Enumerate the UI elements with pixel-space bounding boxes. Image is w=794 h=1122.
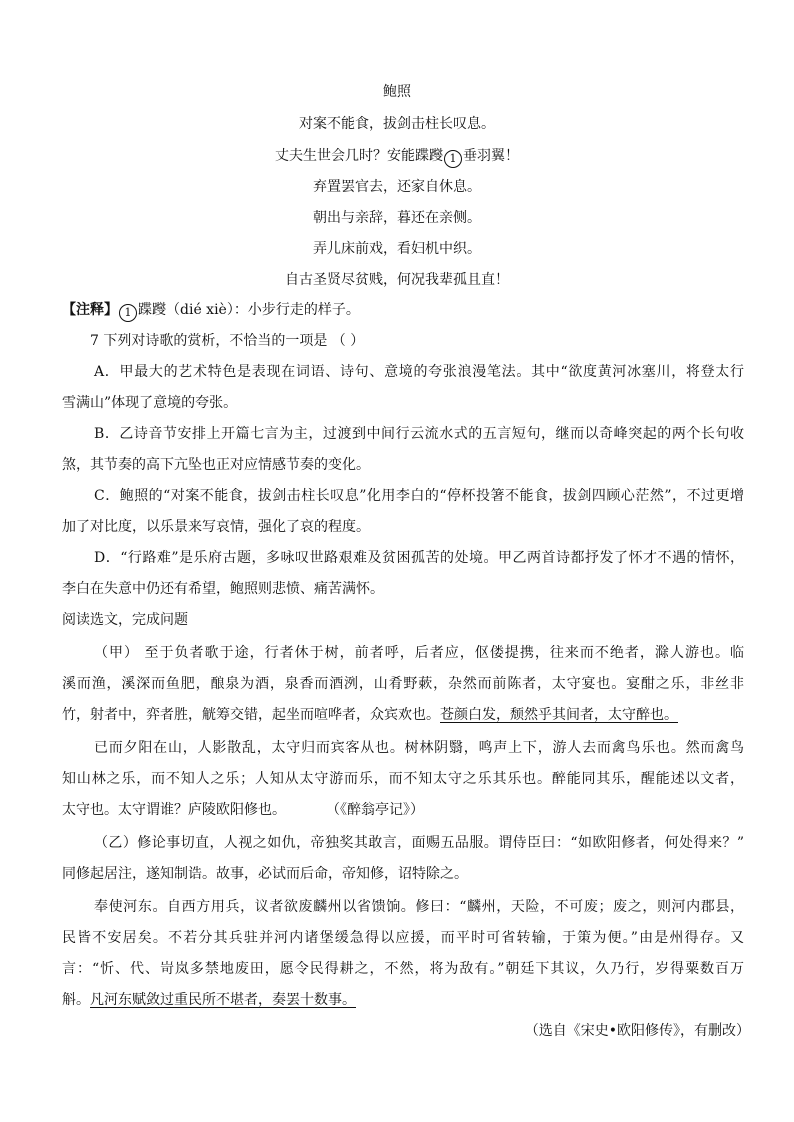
poem-line-4: 朝出与亲辞，暮还在亲侧。 bbox=[313, 210, 481, 226]
poem-line-6: 自古圣贤尽贫贱，何况我辈孤且直！ bbox=[285, 272, 509, 288]
poem-line-5: 弄儿床前戏，看妇机中织。 bbox=[313, 241, 481, 257]
annotation bbox=[62, 300, 360, 322]
jia-line-1: （甲） 至于负者歌于途，行者休于树，前者呼，后者应，伛偻提携，往来而不绝者，滁人游也。临 bbox=[94, 645, 744, 661]
option-d-line-1: D．“行路难”是乐府古题，多咏叹世路艰难及贫困孤苦的处境。甲乙两首诗都抒发了怀才不遇的情怀， bbox=[94, 550, 744, 566]
poem-line-2-part2: 垂羽翼！ bbox=[463, 148, 519, 164]
poem-line-2-part1: 丈夫生世会几时？安能蹀躞 bbox=[275, 148, 443, 164]
option-a-line-2: 雪满山”体现了意境的夸张。 bbox=[62, 395, 238, 411]
yi-p2-line-2: 民皆不安居矣。不若分其兵驻并河内诸堡缓急得以应援，而平时可省转输，于策为便。”由是州得存。又 bbox=[62, 930, 744, 946]
annotation-label: 【注释】 bbox=[62, 302, 118, 318]
annotation-marker: 1 bbox=[119, 304, 137, 322]
option-b-line-2: 煞，其节奏的高下亢坠也正对应情感节奏的变化。 bbox=[62, 457, 370, 473]
jia-line-3-text: 竹，射者中，弈者胜，觥筹交错，起坐而喧哗者，众宾欢也。 bbox=[62, 707, 440, 723]
jia-source: （《醉翁亭记》） bbox=[326, 802, 424, 818]
poem-author: 鲍照 bbox=[383, 84, 411, 100]
yi-p2-line-4 bbox=[62, 990, 356, 1010]
note-marker-circle: 1 bbox=[444, 150, 462, 168]
option-d-line-2: 李白在失意中仍还有希望，鲍照则悲愤、痛苦满怀。 bbox=[62, 581, 384, 597]
jia-p2-line-1: 已而夕阳在山，人影散乱，太守归而宾客从也。树林阴翳，鸣声上下，游人去而禽鸟乐也。然而禽鸟 bbox=[94, 740, 744, 756]
yi-p2-line-3: 言：“忻、代、岢岚多禁地废田，愿令民得耕之，不然，将为敌有。”朝廷下其议，久乃行，岁得粟数百万 bbox=[62, 961, 744, 977]
option-a-line-1: A．甲最大的艺术特色是表现在词语、诗句、意境的夸张浪漫笔法。其中“欲度黄河冰塞川，将登太行 bbox=[94, 364, 744, 380]
yi-p2-line-4-text: 斛。 bbox=[62, 992, 90, 1008]
poem-line-2 bbox=[0, 146, 794, 168]
yi-underlined-sentence: 凡河东赋敛过重民所不堪者，奏罢十数事。 bbox=[90, 992, 356, 1008]
option-b-line-1: B．乙诗音节安排上开篇七言为主，过渡到中间行云流水式的五言短句，继而以奇峰突起的两个长句收 bbox=[94, 426, 744, 442]
poem-line-3: 弃置罢官去，还家自休息。 bbox=[313, 179, 481, 195]
jia-p2-line-2: 知山林之乐，而不知人之乐；人知从太守游而乐，而不知太守之乐其乐也。醉能同其乐，醒能述以文者， bbox=[62, 771, 744, 787]
option-c-line-2: 加了对比度，以乐景来写哀情，强化了哀的程度。 bbox=[62, 519, 370, 535]
annotation-text: 蹀躞（dié xiè）：小步行走的样子。 bbox=[138, 302, 360, 318]
jia-line-2: 溪而渔，溪深而鱼肥，酿泉为酒，泉香而酒洌，山肴野蔌，杂然而前陈者，太守宴也。宴酣之乐，非丝非 bbox=[62, 676, 744, 692]
jia-underlined-sentence: 苍颜白发，颓然乎其间者，太守醉也。 bbox=[440, 707, 678, 723]
yi-source: （选自《宋史•欧阳修传》，有删改） bbox=[524, 1023, 750, 1039]
option-c-line-1: C．鲍照的“对案不能食，拔剑击柱长叹息”化用李白的“停杯投箸不能食，拔剑四顾心茫然”，不过更增 bbox=[94, 488, 744, 504]
jia-p2-line-3 bbox=[62, 800, 424, 820]
jia-line-3 bbox=[62, 705, 678, 725]
jia-p2-line-3-text: 太守也。太守谓谁？庐陵欧阳修也。 bbox=[62, 802, 286, 818]
reading-heading: 阅读选文，完成问题 bbox=[62, 612, 188, 628]
yi-line-1: （乙）修论事切直，人视之如仇，帝独奖其敢言，面赐五品服。谓侍臣曰：“如欧阳修者，何处得来？” bbox=[94, 835, 744, 851]
yi-p2-line-1: 奉使河东。自西方用兵，议者欲废麟州以省馈饷。修曰：“麟州，天险，不可废；废之，则河内郡县， bbox=[94, 899, 744, 915]
question-7-stem: 7 下列对诗歌的赏析，不恰当的一项是 （ ） bbox=[90, 333, 365, 349]
poem-line-1: 对案不能食，拔剑击柱长叹息。 bbox=[299, 116, 495, 132]
yi-line-2: 同修起居注，遂知制诰。故事，必试而后命，帝知修，诏特除之。 bbox=[62, 866, 468, 882]
